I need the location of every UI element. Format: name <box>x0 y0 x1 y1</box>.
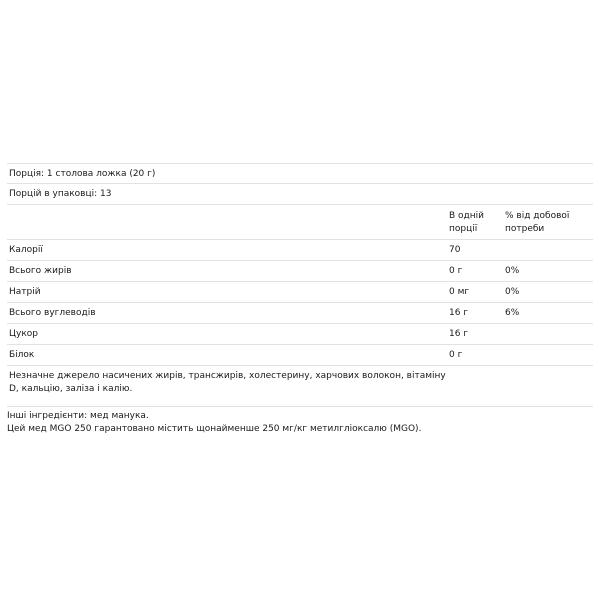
nutrient-name: Білок <box>9 350 35 360</box>
nutrient-row-total-fat <box>7 261 593 282</box>
insignificant-source-note: Незначне джерело насичених жирів, трансжирів, холестерину, харчових волокон, вітаміну D, кальцію, заліза і калію. <box>9 371 446 394</box>
nutrient-name: Цукор <box>9 329 38 339</box>
other-info <box>7 410 593 436</box>
nutrient-name: Всього жирів <box>9 266 72 276</box>
serving-size-row <box>7 163 593 184</box>
mgo-guarantee-text: Цей мед MGO 250 гарантовано містить щонайменше 250 мг/кг метилгліоксалю (MGO). <box>7 424 422 434</box>
nutrient-row-total-carbs <box>7 303 593 324</box>
header-per-serving: В одній порції <box>449 211 484 234</box>
nutrient-per-serving: 0 г <box>449 265 463 276</box>
nutrient-daily-value: 0% <box>505 265 520 276</box>
table-header-row <box>7 205 593 240</box>
nutrient-daily-value: 6% <box>505 307 520 318</box>
serving-size-text: Порція: 1 столова ложка (20 г) <box>9 168 156 179</box>
nutrient-row-sodium <box>7 282 593 303</box>
servings-per-package-row <box>7 184 593 205</box>
nutrient-row-protein <box>7 345 593 366</box>
nutrient-name: Натрій <box>9 287 41 297</box>
nutrient-name: Всього вуглеводів <box>9 308 96 318</box>
header-daily-value: % від добової потреби <box>505 211 570 234</box>
nutrient-per-serving: 70 <box>449 244 461 255</box>
servings-per-package-text: Порцій в упаковці: 13 <box>9 189 112 199</box>
nutrition-facts-table <box>7 163 593 407</box>
nutrient-daily-value: 0% <box>505 286 520 297</box>
nutrient-per-serving: 0 мг <box>449 286 470 297</box>
nutrient-per-serving: 16 г <box>449 328 469 339</box>
nutrient-row-sugar <box>7 324 593 345</box>
insignificant-source-note-row <box>7 366 593 407</box>
nutrient-per-serving: 16 г <box>449 307 469 318</box>
nutrient-name: Калорії <box>9 245 43 255</box>
other-ingredients-text: Інші інгредієнти: мед манука. <box>7 411 149 421</box>
nutrient-row-calories <box>7 240 593 261</box>
nutrient-per-serving: 0 г <box>449 349 463 360</box>
